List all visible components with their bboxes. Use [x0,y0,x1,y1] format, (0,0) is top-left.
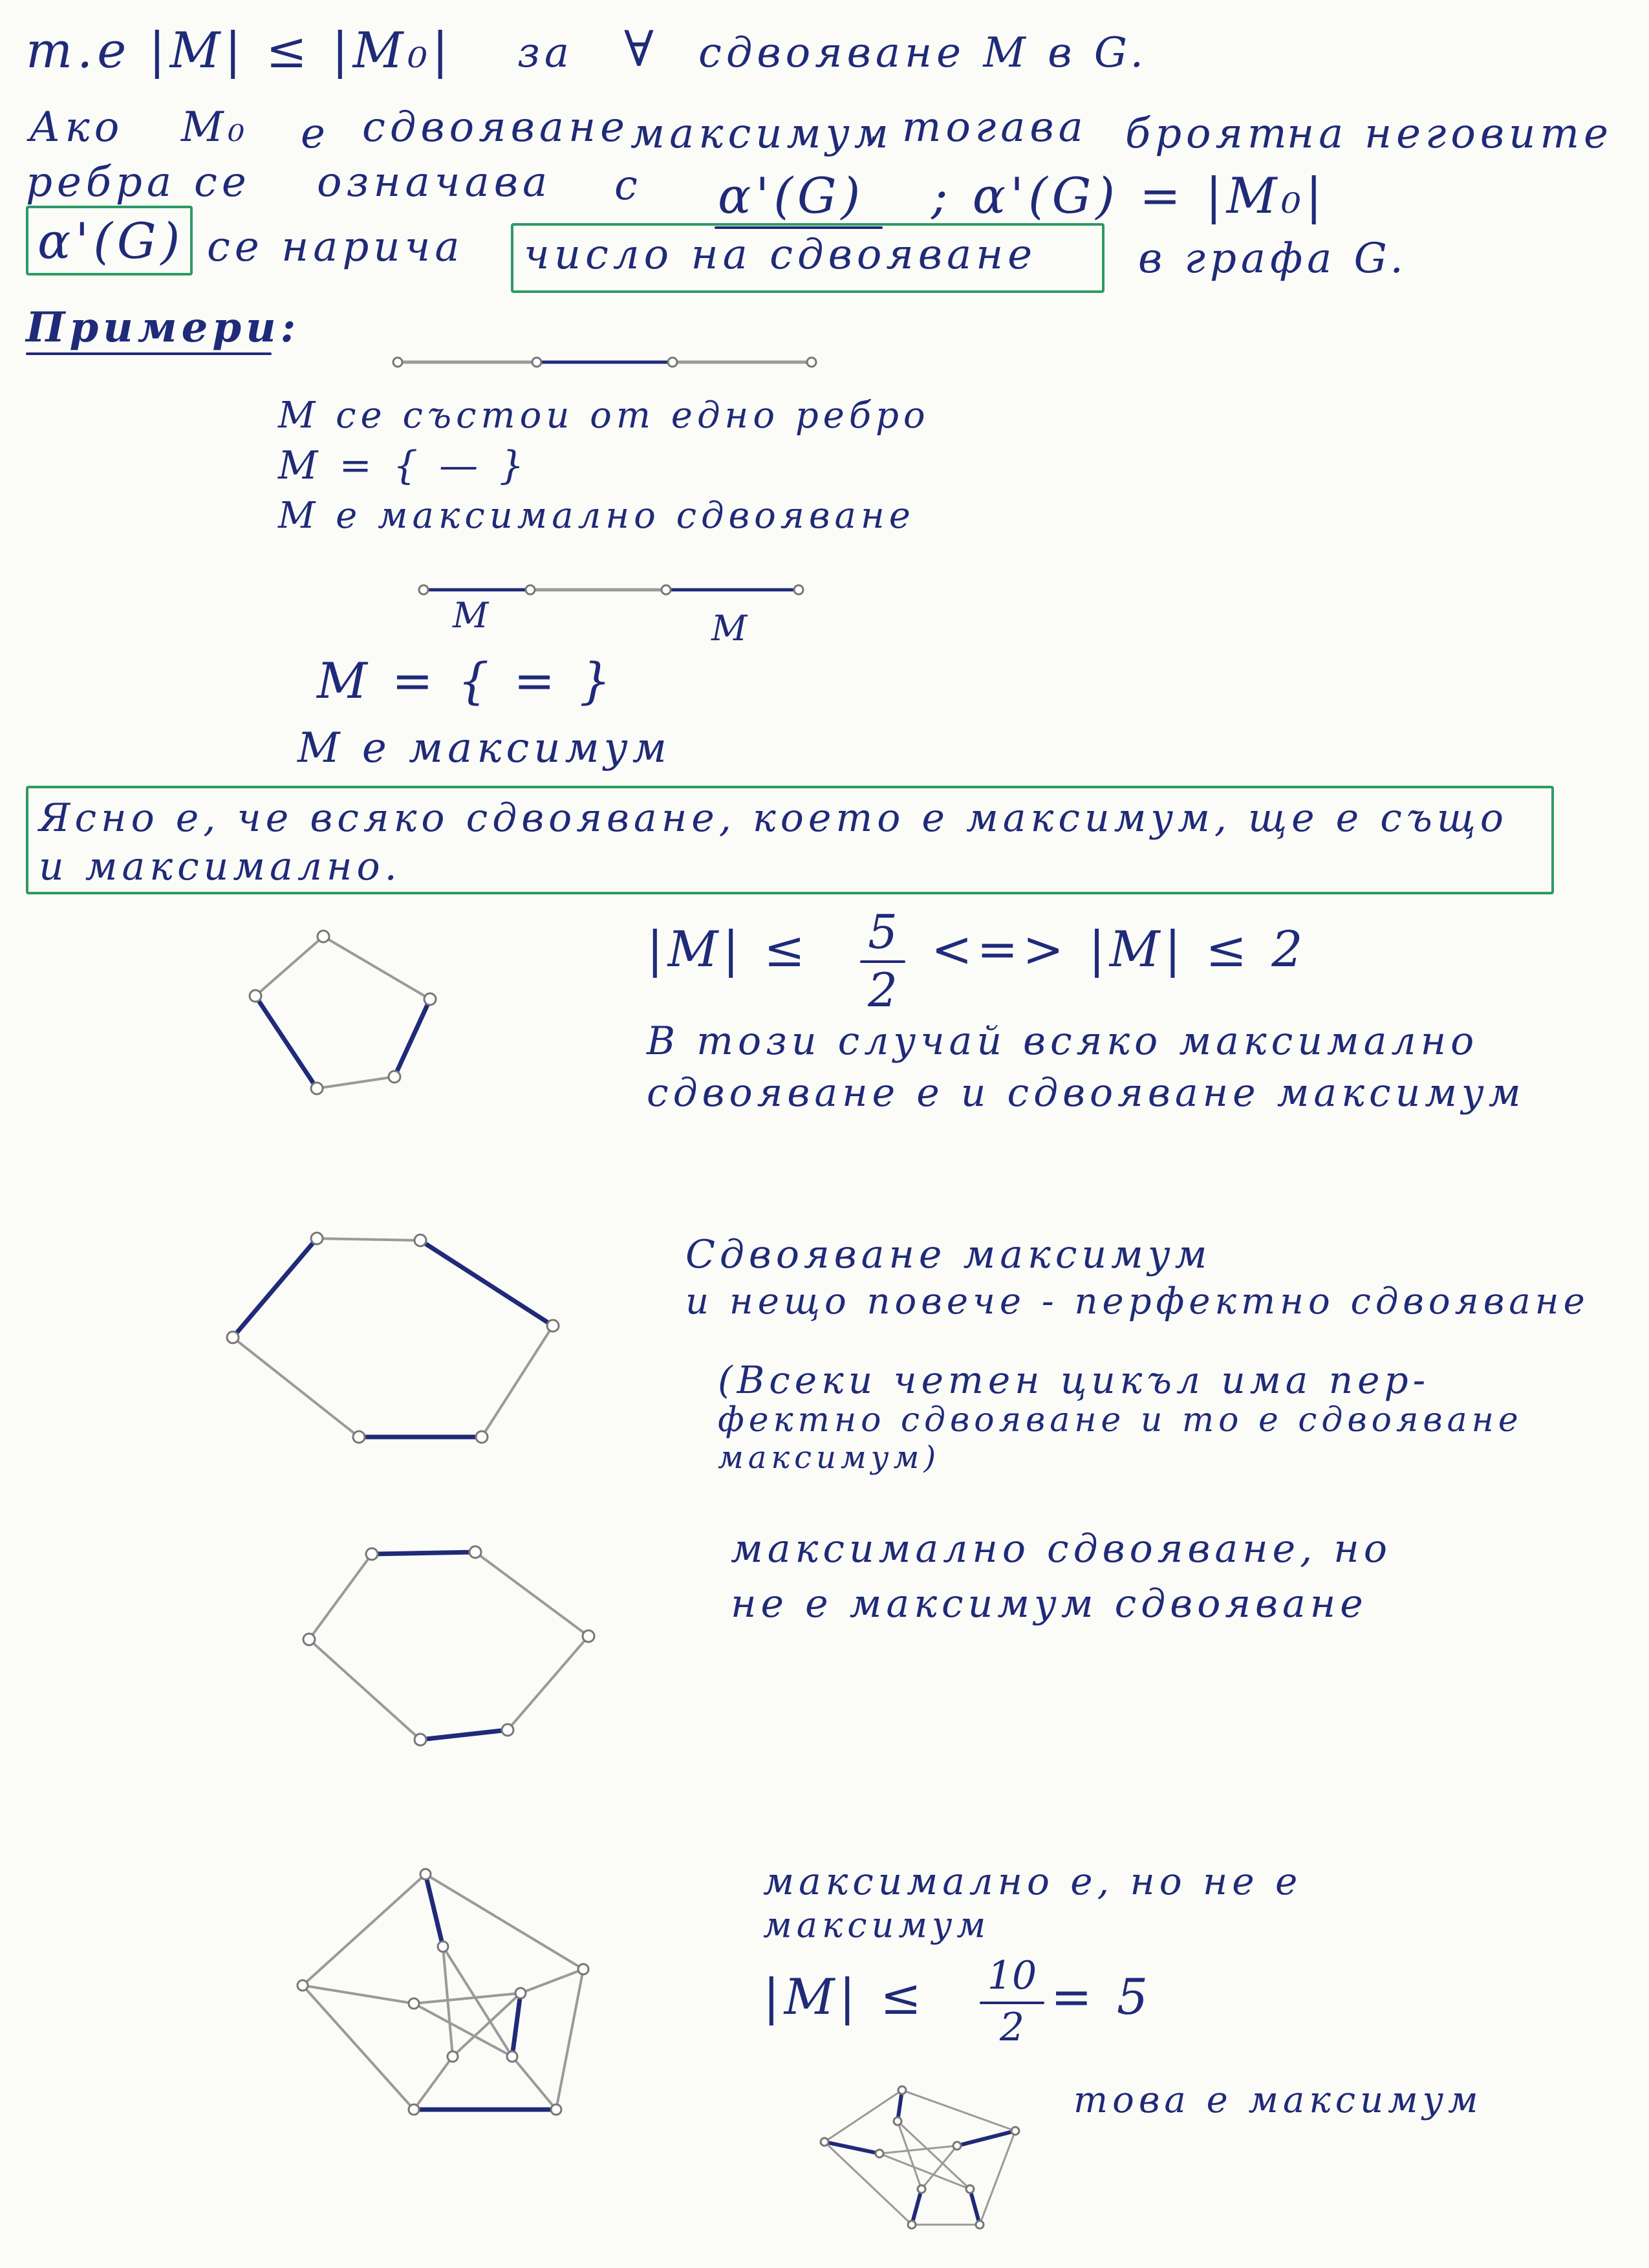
line3-rebra: ребра [26,158,177,206]
line2-maksimum: максимум [630,110,893,158]
line4-alpha: α'(G) [38,212,185,270]
line3-s: с [614,162,642,210]
pentagon-text2: сдвояване е и сдвояване максимум [647,1070,1525,1116]
line2-na: на [1287,110,1348,158]
line4-chislo: число на сдвояване [524,231,1037,279]
pentagon-frac-num: 5 [868,905,898,959]
hexagon2-text1: максимално сдвояване, но [731,1526,1392,1571]
line3-alpha-eq: ; α'(G) = |M₀| [931,167,1327,224]
line1-rest: сдвояване M в G. [698,29,1148,77]
pentagon-graph [250,931,436,1094]
line4-se-naricha: се нарича [207,223,464,271]
petersen1-frac-den: 2 [999,2005,1025,2050]
line3-se: се [194,158,251,206]
line1-inequality: |M| ≤ |M₀| [149,21,453,79]
line2-negovite: неговите [1364,110,1613,158]
line3-alpha: α'(G) [718,167,865,224]
hexagon1-text2: и нещо повече - перфектно сдвояване [685,1280,1590,1323]
line1-ie: т.е [26,21,131,79]
ex1-path-graph [393,358,816,367]
petersen1-text1: максимално е, но не е [763,1859,1302,1903]
petersen1-graph [297,1869,588,2115]
ex2-path-graph [419,585,803,594]
line2-togava: , тогава [867,103,1088,151]
line2-broqt: броят [1125,110,1291,158]
ex2-label-m-left: M [453,595,493,636]
ex2-label-m-right: M [711,608,752,649]
line1-za: за [517,29,574,77]
ex1-line3: M е максимално сдвояване [278,495,915,537]
ex1-line1: M се състои от едно ребро [278,394,930,437]
pentagon-text1: В този случай всяко максимално [647,1019,1479,1064]
line2-e: е [301,110,330,158]
pentagon-ineq-left: |M| ≤ [647,920,810,978]
hexagon1-graph [227,1233,559,1443]
hexagon1-text1: Сдвояване максимум [685,1232,1212,1277]
hexagon1-text5: максимум) [718,1440,941,1476]
pentagon-frac-den: 2 [868,963,898,1017]
line4-rest: в графа G. [1138,235,1408,283]
line2-sdvoyavane: сдвояване [362,103,629,151]
hexagon1-text4: фектно сдвояване и то е сдвояване [718,1401,1523,1440]
observation-line1: Ясно е, че всяко сдвояване, което е максимум, ще е също [39,795,1509,841]
observation-line2: и максимално. [39,844,402,889]
petersen1-eq: = 5 [1051,1968,1153,2025]
line2-m0: M₀ [181,103,250,151]
examples-heading: Примери: [26,303,301,352]
petersen2-text1: това е максимум [1073,2079,1483,2121]
petersen1-text2: максимум [763,1905,991,1945]
hexagon2-text2: не е максимум сдвояване [731,1581,1368,1626]
petersen1-frac-num: 10 [987,1953,1037,1998]
line1-forall: ∀ [624,20,658,78]
line2-ako: Ако [29,103,124,151]
hexagon1-text3: (Всеки четен цикъл има пер- [718,1358,1430,1402]
ex1-line2: M = { — } [278,443,529,488]
pentagon-ineq-right: <=> |M| ≤ 2 [931,920,1308,978]
hexagon2-graph [303,1546,594,1745]
petersen1-ineq: |M| ≤ [763,1968,926,2025]
ex2-line2: M е максимум [297,724,671,772]
petersen2-graph [821,2086,1019,2229]
line3-oznachava: означава [317,158,552,206]
ex2-line1: M = { = } [317,652,616,709]
